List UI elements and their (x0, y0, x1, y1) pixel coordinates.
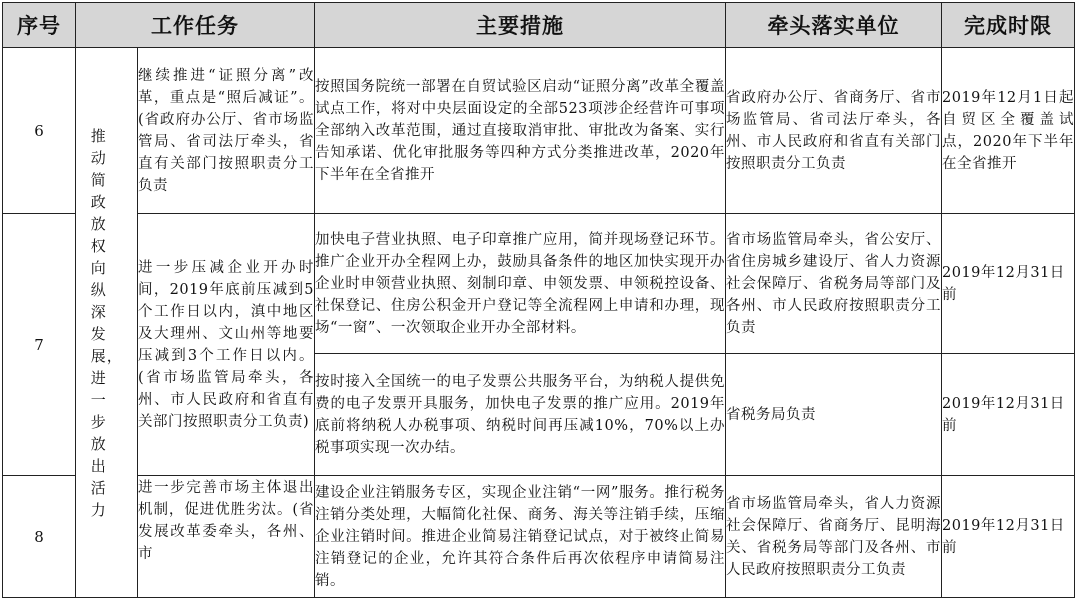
header-category: 工作任务 (76, 3, 315, 48)
measure-cell: 按照国务院统一部署在自贸试验区启动“证照分离”改革全覆盖试点工作，将对中央层面设定的全部523项涉企经营许可事项全部纳入改革范围，通过直接取消审批、审批改为备案、实行告知承诺、优化审批服务等四种方式分类推进改革，2020年下半年在全省推开 (315, 48, 726, 214)
row-seq: 6 (3, 48, 76, 214)
units-cell: 省市场监管局牵头，省人力资源社会保障厅、省商务厅、昆明海关、省税务局等部门及各州、市人民政府按照职责分工负责 (726, 476, 942, 598)
header-lead-units: 牵头落实单位 (726, 3, 942, 48)
task-cell (138, 476, 315, 598)
category-text: 推动简政放权向纵深发展，进一步放出活力 (90, 126, 123, 519)
task-cell: 进一步压减企业开办时间，2019年底前压减到5个工作日以内，滇中地区及大理州、文山州等地要压减到3个工作日以内。(省市场监管局牵头，各州、市人民政府和省直有关部门按照职责分工负责) (138, 214, 315, 476)
header-seq: 序号 (3, 3, 76, 48)
deadline-cell: 2019年12月31日前 (942, 476, 1075, 598)
measure-cell: 建设企业注销服务专区，实现企业注销“一网”服务。推行税务注销分类处理，大幅简化社保、商务、海关等注销手续，压缩企业注销时间。推进企业简易注销登记试点，对于被终止简易注销登记的企业，允许其符合条件后再次依程序申请简易注销。 (315, 476, 726, 598)
units-cell: 省税务局负责 (726, 354, 942, 476)
row-seq: 7 (3, 214, 76, 476)
measure-cell: 按时接入全国统一的电子发票公共服务平台，为纳税人提供免费的电子发票开具服务，加快电子发票的推广应用。2019年底前将纳税人办税事项、纳税时间再压减10%，70%以上办税事项实现一次办结。 (315, 354, 726, 476)
table-row (3, 48, 1075, 214)
header-deadline: 完成时限 (942, 3, 1075, 48)
units-cell: 省市场监管局牵头，省公安厅、省住房城乡建设厅、省人力资源社会保障厅、省税务局等部门及各州、市人民政府按照职责分工负责 (726, 214, 942, 354)
category-cell (76, 48, 138, 598)
task-cell: 继续推进“证照分离”改革，重点是“照后减证”。(省政府办公厅、省市场监管局、省司法厅牵头，省直有关部门按照职责分工负责 (138, 48, 315, 214)
units-cell: 省政府办公厅、省商务厅、省市场监管局、省司法厅牵头，各州、市人民政府和省直有关部门按照职责分工负责 (726, 48, 942, 214)
header-row (3, 3, 1075, 48)
deadline-cell: 2019年12月31日前 (942, 354, 1075, 476)
measure-cell: 加快电子营业执照、电子印章推广应用，简并现场登记环节。推广企业开办全程网上办，鼓励具备条件的地区加快实现开办企业时申领营业执照、刻制印章、申领发票、申领税控设备、社保登记、住房公积金开户登记等全流程网上申请和办理，现场“一窗”、一次领取企业开办全部材料。 (315, 214, 726, 354)
policy-table (2, 2, 1075, 598)
deadline-cell: 2019年12月31日前 (942, 214, 1075, 354)
header-measures: 主要措施 (315, 3, 726, 48)
table-row (3, 214, 1075, 354)
task-text: 进一步完善市场主体退出机制，促进优胜劣汰。(省发展改革委牵头，各州、市 (138, 479, 314, 562)
deadline-cell: 2019年12月1日起自贸区全覆盖试点，2020年下半年在全省推开 (942, 48, 1075, 214)
table-row (3, 476, 1075, 598)
row-seq: 8 (3, 476, 76, 598)
